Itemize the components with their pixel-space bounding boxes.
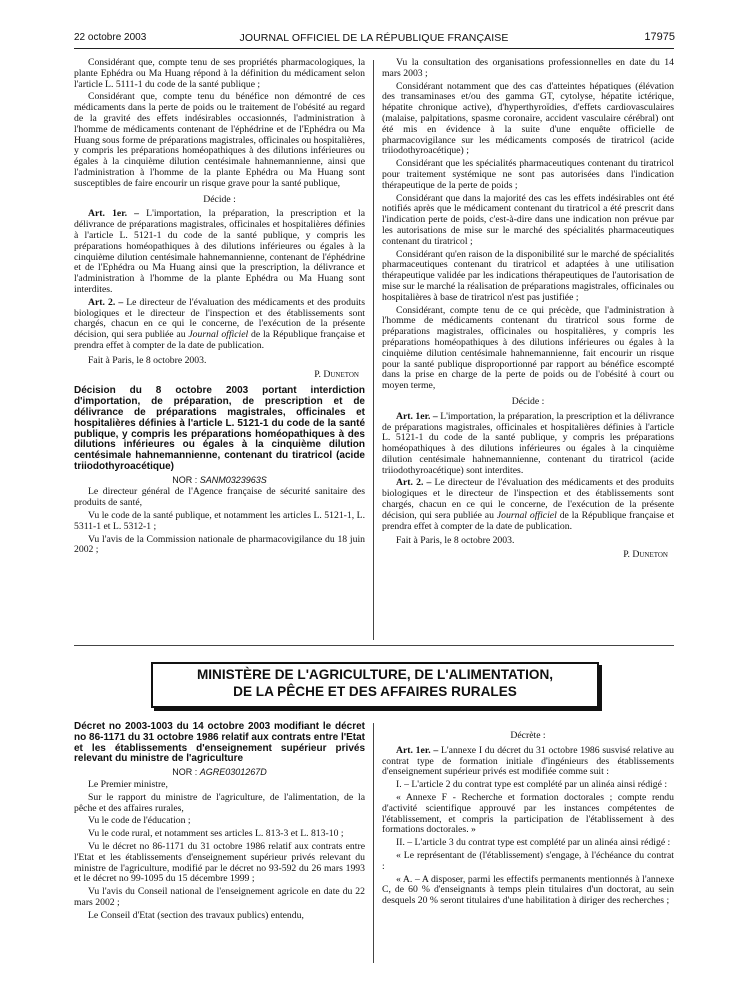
article-2-text-a: Le directeur de l'évaluation des médicaments et des produits biologiques et le directeur de l'inspection et des établissements sont chargés, chacun en ce qui le concerne, de l'exécution de la présente décision, qui sera publiée au — [74, 296, 365, 341]
article-1 — [74, 209, 365, 295]
considerant-r3: Considérant que dans la majorité des cas les effets indésirables ont été notifiés après que le médicament contenant du tiratricol a été prescrit dans l'indication perte de poids, c'est-à-dire dans une indication non prévue par les autorisations de mise sur le marché des spécialités pharmaceutiques contenant du tiratricol ; — [382, 192, 674, 247]
considerant-r4: Considérant qu'en raison de la disponibilité sur le marché de spécialités pharmaceutiques contenant du tiratricol et adaptées à une utilisation thérapeutique validée par les indications thérapeutiques de l'autorisation de mise sur le marché la réalisation de préparations magistrales, officinales ou hospitalières à base de tiratricol n'est pas justifiée ; — [382, 248, 674, 303]
nor-reference — [74, 475, 365, 486]
header-page-number: 17975 — [644, 31, 675, 43]
header-rule — [74, 48, 674, 49]
article-2-text-b: de la République française et prendra effet à compter de la date de publication. — [74, 329, 365, 351]
article-1-text: L'importation, la préparation, la prescription et la délivrance de préparations magistrales, officinales et hospitalières définies à l'article L. 5121-1 du code de la santé publique, y compris les préparations homéopathiques à des dilutions inférieures ou égales à la cinquième dilution centésimale hahnemannienne, contenant de l'éphédrine et de l'Ephédra ou Ma Huang ainsi que la prescription, la délivrance et l'administration à l'homme de la plante Ephédra ou Ma Huang sont interdites. — [74, 208, 366, 295]
article-2-text-a-right: Le directeur de l'évaluation des médicaments et des produits biologiques et le directeur de l'inspection et des établissements sont chargés, chacun en ce qui le concerne, de l'exécution de la présente décision, qui sera publiée au — [382, 477, 674, 521]
decrete-heading: Décrète : — [510, 730, 546, 741]
decree-item-2: « Annexe F - Recherche et formation doctorales ; compte rendu d'activité scientifique approuvé par les instances compétentes de l'établissement, et compris la participation de l'établissement à des formations doctorales. » — [382, 791, 674, 836]
decide-heading-right: Décide : — [511, 395, 545, 407]
considerant-2: Considérant que, compte tenu du bénéfice non démontré de ces médicaments dans la perte de poids ou le traitement de l'obésité au regard de la gravité des effets indésirables occasionnés, l'administration à l'homme de médicaments contenant de l'éphédrine et de l'Ephédra ou Ma Huang sous forme de préparations magistrales, officinales ou hospitalières, y compris les préparations homéopathiques à des dilutions inférieures ou égales à la cinquième dilution centésimale hahnemannienne, ainsi que l'administration à l'homme de la plante Ephédra ou Ma Huang sont susceptibles de faire encourir un risque grave pour la santé publique, — [74, 91, 365, 189]
header-date: 22 octobre 2003 — [74, 32, 147, 43]
signature: P. Duneton — [314, 368, 359, 380]
considerant-r5: Considérant, compte tenu de ce qui précède, que l'administration à l'homme de médicaments contenant du tiratricol sous forme de préparations magistrales, officinales ou hospitalières, y compris les préparations homéopathiques à des dilutions inférieures ou égales à la cinquième dilution centésimale hahnemannienne, fait encourir un risque pour la santé publique disproportionné par rapport au bénéfice escompté dans la prise en charge de la perte de poids ou de l'obésité à court ou moyen terme, — [382, 304, 674, 392]
running-header — [0, 30, 748, 50]
considerant-r2: Considérant que les spécialités pharmaceutiques contenant du tiratricol pour traitement systémique ne sont pas autorisées dans l'indication thérapeutique de la perte de poids ; — [382, 158, 674, 191]
decree-nor-label: NOR : — [172, 767, 198, 778]
left-column-bottom — [74, 722, 365, 924]
decree-para-4: Vu le code rural, et notamment ses articles L. 813-3 et L. 813-10 ; — [88, 828, 344, 840]
article-1-label: Art. 1er. – — [88, 208, 140, 220]
article-2-label: Art. 2. – — [88, 296, 124, 308]
article-1-right — [382, 412, 674, 477]
decree-para-1: Le Premier ministre, — [88, 778, 168, 790]
considerant-r1: Considérant notamment que des cas d'atteintes hépatiques (élévation des transaminases et/ou des gamma GT, cytolyse, hépatite ictérique, hépatite chronique active), d'hyperthyroïdies, d'effets cardiovasculaires (malaise, palpitations, spasme coronaire, accident vasculaire cérébral) ont été mis en évidence à la suite d'une enquête officielle de pharmacovigilance sur les médicaments composés de tiratricol (acide triiodothyroacétique) ; — [382, 80, 674, 157]
decree-para-7: Le Conseil d'Etat (section des travaux publics) entendu, — [88, 909, 304, 921]
ministry-line-1: MINISTÈRE DE L'AGRICULTURE, DE L'ALIMENTATION, — [196, 667, 554, 682]
section-divider — [74, 645, 674, 646]
decree-nor-value: AGRE0301267D — [199, 767, 267, 778]
vu-consultation: Vu la consultation des organisations professionnelles en date du 14 mars 2003 ; — [382, 57, 674, 79]
nor-value: SANM0323963S — [199, 474, 267, 485]
left-column-top — [74, 58, 365, 558]
decree-item-1: I. – L'article 2 du contrat type est complété par un alinéa ainsi rédigé : — [396, 779, 668, 791]
considerant-1: Considérant que, compte tenu de ses propriétés pharmacologiques, la plante Ephédra ou Ma Huang répond à la définition du médicament selon l'article L. 5111-1 du code de la santé publique ; — [74, 57, 365, 90]
article-2-text-b-right: de la République française et prendra effet à compter de la date de publication. — [382, 509, 675, 532]
article-2-label-right: Art. 2. – — [396, 477, 432, 489]
column-divider — [373, 60, 374, 640]
column-divider-bottom — [373, 723, 374, 963]
fait-a-paris: Fait à Paris, le 8 octobre 2003. — [88, 354, 207, 366]
decree-item-5: « A. – A disposer, parmi les effectifs permanents mentionnés à l'annexe C, de 60 % d'enseignants à temps plein titulaires d'un doctorat, au sein desquels 20 % seront titulaires d'une habilitation à diriger des recherches ; — [382, 873, 674, 907]
header-title: JOURNAL OFFICIEL DE LA RÉPUBLIQUE FRANÇAISE — [239, 32, 509, 44]
journal-officiel-ref: Journal officiel — [188, 329, 249, 341]
article-2 — [74, 298, 365, 352]
signature-right: P. Duneton — [623, 549, 668, 561]
decree-item-3: II. – L'article 3 du contrat type est complété par un alinéa ainsi rédigé : — [396, 837, 671, 849]
article-1-label-right: Art. 1er. – — [396, 410, 438, 422]
decision-para-1: Le directeur général de l'Agence française de sécurité sanitaire des produits de santé, — [74, 486, 365, 509]
decision-para-3: Vu l'avis de la Commission nationale de pharmacovigilance du 18 juin 2002 ; — [74, 533, 365, 556]
ministry-banner — [151, 662, 599, 708]
right-column-top — [382, 58, 674, 567]
decide-heading: Décide : — [203, 193, 236, 205]
article-2-right — [382, 478, 674, 532]
decision-title: Décision du 8 octobre 2003 portant interdiction d'importation, de préparation, de prescription et de délivrance de préparations magistrales, officinales et hospitalières définies à l'article L. 5121-1 du code de la santé publique, y compris les préparations homéopathiques à des dilutions inférieures ou égales à la cinquième dilution centésimale hahnemannienne, contenant du tiratricol (acide triiodothyroacétique) — [74, 385, 365, 472]
decree-title: Décret no 2003-1003 du 14 octobre 2003 modifiant le décret no 86-1171 du 31 octobre 1986 relatif aux contrats entre l'Etat et les établissements d'enseignement supérieur privés relevant du ministre de l'agriculture — [74, 721, 365, 765]
journal-officiel-ref-right: Journal officiel — [496, 509, 557, 521]
decision-para-2: Vu le code de la santé publique, et notamment les articles L. 5121-1, L. 5311-1 et L. 5312-1 ; — [74, 510, 365, 532]
decree-para-6: Vu l'avis du Conseil national de l'enseignement agricole en date du 22 mars 2002 ; — [74, 886, 365, 908]
decree-para-5: Vu le décret no 86-1171 du 31 octobre 1986 relatif aux contrats entre l'Etat et les établissements d'enseignement supérieur privés relevant du ministre de l'agriculture, modifié par le décret no 93-592 du 26 mars 1993 et le décret no 99-1095 du 15 décembre 1999 ; — [74, 840, 365, 885]
fait-a-paris-right: Fait à Paris, le 8 octobre 2003. — [396, 535, 515, 547]
ministry-line-2: DE LA PÊCHE ET DES AFFAIRES RURALES — [233, 684, 517, 699]
decree-article-1-label: Art. 1er. – — [396, 744, 439, 756]
decree-para-2: Sur le rapport du ministre de l'agriculture, de l'alimentation, de la pêche et des affaires rurales, — [74, 791, 365, 814]
decree-nor-reference — [74, 767, 365, 778]
decree-para-3: Vu le code de l'éducation ; — [88, 815, 191, 827]
right-column-bottom — [382, 726, 674, 909]
nor-label: NOR : — [172, 474, 198, 485]
article-1-text-right: L'importation, la préparation, la prescription et la délivrance de préparations magistrales, officinales et hospitalières définies à l'article L. 5121-1 du code de la santé publique, y compris les préparations homéopathiques à des dilutions inférieures ou égales à la cinquième dilution centésimale hahnemannienne, contenant du tiratricol (acide triiodothyroacétique) sont interdites. — [382, 410, 674, 476]
decree-article-1 — [382, 746, 674, 778]
decree-article-1-text: L'annexe I du décret du 31 octobre 1986 susvisé relative au contrat type de formation initiale d'ingénieurs des établissements d'enseignement supérieur privés est modifiée comme suit : — [382, 744, 675, 778]
decree-item-4: « Le représentant de (l'établissement) s'engage, à l'échéance du contrat : — [382, 849, 674, 872]
